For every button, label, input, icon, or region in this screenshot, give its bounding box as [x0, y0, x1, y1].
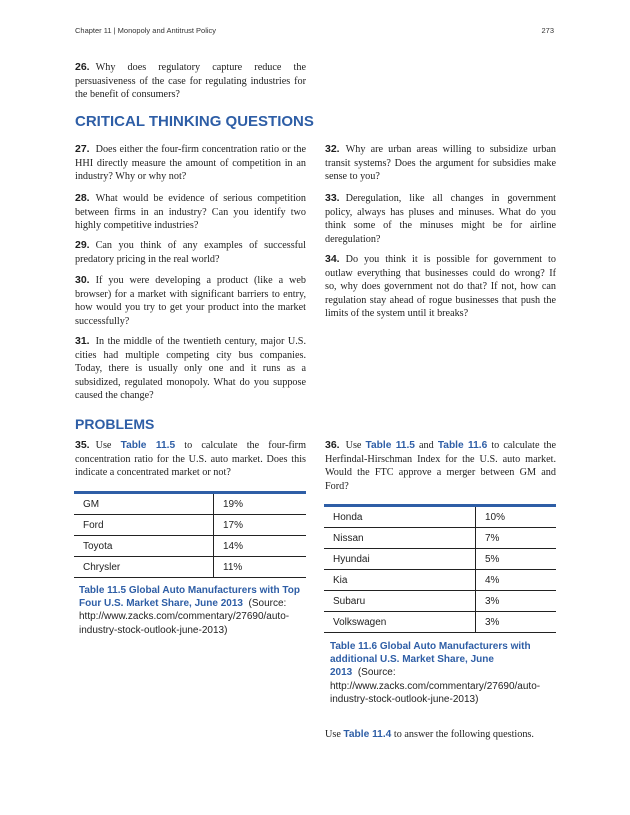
question-number: 27.	[75, 143, 90, 155]
table-row	[74, 536, 306, 557]
question-text-post: to calculate the four-firm concentration ratio for the U.S. auto market. Does this indicate a concentrated market or not?	[75, 440, 307, 479]
firm-cell: GM	[74, 493, 214, 515]
table-11-5	[74, 491, 306, 578]
question-27	[75, 143, 306, 184]
critical-thinking-heading: CRITICAL THINKING QUESTIONS	[75, 113, 314, 130]
table-row	[74, 557, 306, 578]
instruction-text-pre: Use	[325, 729, 344, 740]
question-number: 29.	[75, 239, 90, 251]
table-row	[74, 493, 306, 515]
firm-cell: Hyundai	[324, 549, 476, 570]
share-cell: 7%	[476, 528, 557, 549]
question-number: 30.	[75, 274, 90, 286]
question-26	[75, 61, 306, 102]
firm-cell: Nissan	[324, 528, 476, 549]
caption-title: Table 11.6 Global Auto Manufacturers with additional U.S. Market Share, June 2013	[330, 641, 531, 679]
caption-title: Table 11.5 Global Auto Manufacturers with Top Four U.S. Market Share, June 2013	[79, 585, 300, 610]
question-number: 34.	[325, 253, 340, 265]
question-number: 28.	[75, 192, 90, 204]
table-row	[324, 528, 556, 549]
question-text: If you were developing a product (like a web browser) for a market with significant barriers to entry, how would you try to get your product into the market successfully?	[75, 275, 306, 327]
question-29	[75, 239, 306, 266]
instruction-text-post: to answer the following questions.	[391, 729, 534, 740]
table-11-6-caption	[330, 640, 552, 706]
question-number: 35.	[75, 439, 90, 451]
firm-cell: Ford	[74, 515, 214, 536]
question-text: Deregulation, like all changes in government policy, always has pluses and minuses. What do you think some of the minuses might be for airline deregulation?	[325, 193, 556, 245]
question-text-pre: Use	[345, 440, 366, 451]
share-cell: 19%	[214, 493, 307, 515]
table-row	[324, 612, 556, 633]
share-cell: 5%	[476, 549, 557, 570]
problems-heading: PROBLEMS	[75, 416, 155, 432]
question-28	[75, 192, 306, 233]
share-cell: 3%	[476, 612, 557, 633]
question-34	[325, 253, 556, 321]
question-number: 26.	[75, 61, 90, 73]
share-cell: 3%	[476, 591, 557, 612]
question-text-mid: and	[414, 440, 438, 451]
question-text: Why are urban areas willing to subsidize urban transit systems? Does the argument for subsidies make sense to you?	[325, 144, 556, 183]
question-number: 31.	[75, 335, 90, 347]
table-11-6-link[interactable]: Table 11.6	[437, 440, 488, 451]
table-11-5-link[interactable]: Table 11.5	[365, 440, 415, 451]
question-number: 33.	[325, 192, 340, 204]
share-cell: 17%	[214, 515, 307, 536]
share-cell: 11%	[214, 557, 307, 578]
share-cell: 10%	[476, 506, 557, 528]
firm-cell: Volkswagen	[324, 612, 476, 633]
table-11-5-caption	[79, 584, 305, 637]
firm-cell: Kia	[324, 570, 476, 591]
table-row	[74, 515, 306, 536]
page-number: 273	[541, 26, 554, 35]
question-text-pre: Use	[95, 440, 121, 451]
table-11-6	[324, 504, 556, 633]
question-30	[75, 274, 306, 328]
caption-source: (Source: http://www.zacks.com/commentary/27690/auto-industry-stock-outlook-june-2013)	[330, 667, 541, 705]
question-text: What would be evidence of serious competition between firms in an industry? Can you identify two highly competitive industries?	[75, 193, 306, 232]
share-cell: 14%	[214, 536, 307, 557]
table-11-4-link[interactable]: Table 11.4	[343, 729, 392, 740]
firm-cell: Toyota	[74, 536, 214, 557]
table-row	[324, 506, 556, 528]
question-31	[75, 335, 306, 403]
firm-cell: Chrysler	[74, 557, 214, 578]
question-text: Does either the four-firm concentration ratio or the HHI directly measure the amount of competition in an industry? Why or why not?	[75, 144, 306, 183]
table-row	[324, 570, 556, 591]
question-text-post: to calculate the Herfindal-Hirschman Index for the U.S. auto market. Would the FTC approve a merger between GM and Ford?	[325, 440, 557, 492]
question-text: Can you think of any examples of successful predatory pricing in the real world?	[75, 240, 306, 265]
question-text: In the middle of the twentieth century, major U.S. cities had multiple competing city bus companies. Today, there is usually only one and it runs as a subsidized, regulated monopoly. What do you suppose caused the change?	[75, 336, 306, 402]
question-number: 32.	[325, 143, 340, 155]
caption-source: (Source: http://www.zacks.com/commentary/27690/auto-industry-stock-outlook-june-2013)	[79, 598, 290, 636]
table-row	[324, 591, 556, 612]
running-header-chapter: Chapter 11 | Monopoly and Antitrust Policy	[75, 26, 217, 35]
question-number: 36.	[325, 439, 340, 451]
question-36	[325, 439, 556, 493]
question-text: Why does regulatory capture reduce the persuasiveness of the case for regulating industries for the benefit of consumers?	[75, 62, 306, 101]
final-instruction	[325, 728, 565, 742]
question-33	[325, 192, 556, 246]
question-32	[325, 143, 556, 184]
table-row	[324, 549, 556, 570]
share-cell: 4%	[476, 570, 557, 591]
question-35	[75, 439, 306, 480]
table-11-5-link[interactable]: Table 11.5	[120, 440, 176, 451]
firm-cell: Honda	[324, 506, 476, 528]
firm-cell: Subaru	[324, 591, 476, 612]
question-text: Do you think it is possible for government to outlaw everything that businesses could do wrong? If so, why does government not do that? If not, how can regulation stay ahead of rogue businesses that push the limits of the system until it breaks?	[325, 254, 556, 320]
